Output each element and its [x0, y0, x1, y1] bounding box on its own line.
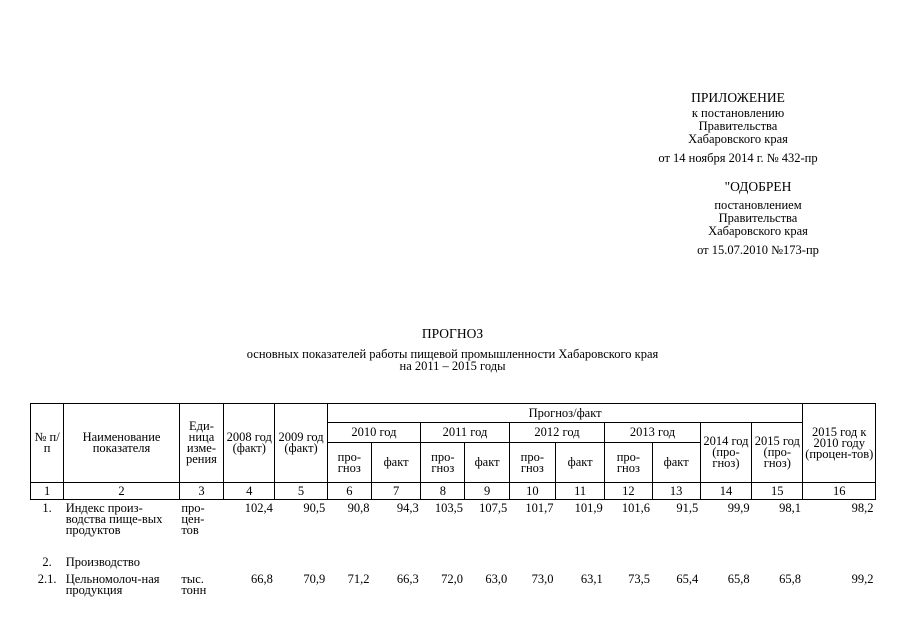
row-value: 101,7	[525, 501, 554, 515]
header-2013-fact: факт	[652, 443, 700, 483]
appendix-line: Хабаровского края	[688, 132, 788, 146]
row-name: Цельномолоч-ная продукция	[65, 572, 160, 597]
appendix-line: к постановлению	[691, 106, 785, 120]
row-number: 2.	[42, 555, 52, 569]
header-2010-forecast: про-гноз	[327, 443, 371, 483]
table-body	[31, 500, 876, 607]
column-number-row	[31, 483, 876, 500]
column-number: 2	[64, 483, 180, 500]
header-num: № п/п	[31, 404, 64, 483]
approved-line: Хабаровского края	[708, 224, 808, 238]
approved-line: постановлением	[714, 198, 802, 212]
column-number: 12	[605, 483, 652, 500]
column-number: 1	[31, 483, 64, 500]
appendix-heading: ПРИЛОЖЕНИЕ	[691, 90, 785, 105]
appendix-date: от 14 ноября 2014 г. № 432-пр	[658, 151, 818, 165]
column-number: 15	[752, 483, 803, 500]
row-value: 103,5	[434, 501, 463, 515]
row-value: 71,2	[347, 572, 370, 586]
header-unit: Еди-ница изме-рения	[179, 404, 223, 483]
row-value: 101,6	[621, 501, 651, 515]
row-value: 91,5	[676, 501, 699, 515]
column-number: 5	[275, 483, 327, 500]
header-2010: 2010 год	[327, 423, 421, 443]
header-2015: 2015 год (про-гноз)	[752, 423, 803, 483]
table-row	[31, 574, 876, 606]
column-number: 11	[555, 483, 604, 500]
approved-date: от 15.07.2010 №173-пр	[697, 243, 819, 257]
header-2009: 2009 год (факт)	[275, 404, 327, 483]
row-value: 72,0	[441, 572, 463, 586]
column-number: 14	[700, 483, 751, 500]
header-2011-fact: факт	[465, 443, 509, 483]
row-value: 107,5	[479, 501, 508, 515]
row-value: 65,8	[779, 572, 801, 586]
row-value: 65,4	[676, 572, 699, 586]
row-value: 98,2	[851, 501, 874, 515]
column-number: 8	[421, 483, 465, 500]
row-value: 63,0	[485, 572, 508, 586]
row-value: 63,1	[580, 572, 603, 586]
row-value: 99,2	[851, 572, 874, 586]
row-value: 70,9	[303, 572, 326, 586]
row-value: 65,8	[727, 572, 750, 586]
approved-heading: "ОДОБРЕН	[724, 179, 792, 194]
approved-line: Правительства	[718, 211, 798, 225]
row-name: Индекс произ-водства пище-вых продуктов	[65, 501, 163, 537]
column-number: 9	[465, 483, 509, 500]
header-2015-vs-2010: 2015 год к 2010 году (процен-тов)	[803, 404, 876, 483]
row-number: 2.1.	[37, 572, 57, 586]
header-2008: 2008 год (факт)	[224, 404, 275, 483]
row-value: 101,9	[574, 501, 603, 515]
document-subtitle-line2: на 2011 – 2015 годы	[399, 359, 506, 373]
column-number: 6	[327, 483, 371, 500]
header-2012: 2012 год	[509, 423, 605, 443]
header-2010-fact: факт	[371, 443, 420, 483]
row-unit: тыс. тонн	[181, 572, 207, 597]
header-2011: 2011 год	[421, 423, 510, 443]
row-value: 90,5	[303, 501, 326, 515]
header-2011-forecast: про-гноз	[421, 443, 465, 483]
row-name: Производство	[65, 555, 140, 569]
column-number: 10	[509, 483, 555, 500]
header-2013: 2013 год	[605, 423, 701, 443]
table-row	[31, 503, 876, 557]
row-value: 102,4	[244, 501, 273, 515]
column-number: 13	[652, 483, 700, 500]
row-value: 73,0	[531, 572, 554, 586]
header-2013-forecast: про-гноз	[605, 443, 652, 483]
row-value: 94,3	[396, 501, 419, 515]
row-value: 98,1	[779, 501, 801, 515]
header-forecast-fact: Прогноз/факт	[327, 404, 803, 423]
row-value: 66,8	[251, 572, 273, 586]
header-2012-forecast: про-гноз	[509, 443, 555, 483]
column-number: 3	[179, 483, 223, 500]
document-subtitle-line1: основных показателей работы пищевой промышленности Хабаровского края	[246, 347, 659, 361]
row-unit: про-цен-тов	[181, 501, 205, 537]
forecast-table	[30, 403, 876, 606]
approved-stamp	[668, 180, 848, 257]
row-value: 99,9	[727, 501, 750, 515]
header-2014: 2014 год (про-гноз)	[700, 423, 751, 483]
appendix-line: Правительства	[698, 119, 778, 133]
column-number: 7	[371, 483, 420, 500]
appendix-stamp	[648, 91, 828, 165]
row-value: 66,3	[396, 572, 419, 586]
row-value: 73,5	[628, 572, 651, 586]
column-number: 16	[803, 483, 876, 500]
document-title: ПРОГНОЗ	[421, 326, 484, 341]
row-value: 90,8	[347, 501, 370, 515]
row-number: 1.	[42, 501, 52, 515]
header-name: Наименование показателя	[64, 404, 180, 483]
column-number: 4	[224, 483, 275, 500]
header-2012-fact: факт	[555, 443, 604, 483]
